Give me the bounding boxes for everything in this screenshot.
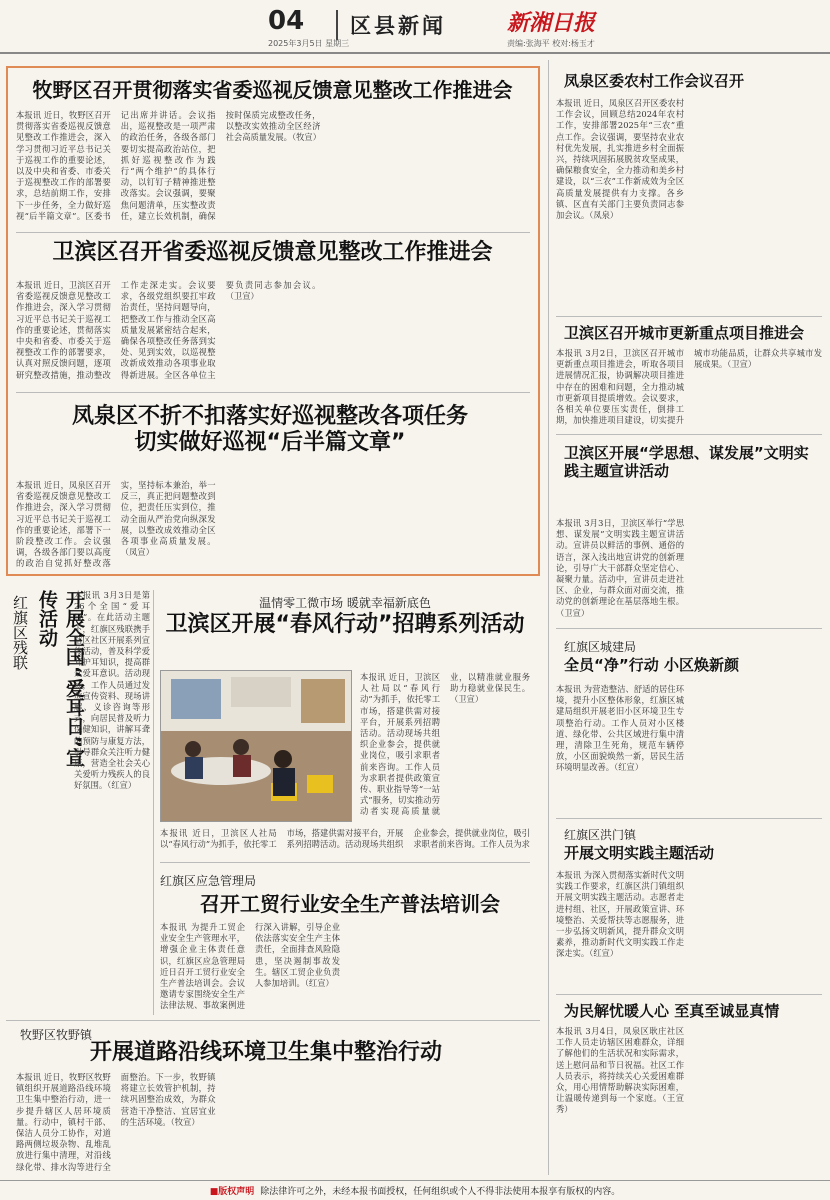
article-b2-body: 本报讯 3月2日，卫滨区召开城市更新重点项目推进会，听取各项目进展情况汇报，协调解决项目推进中存在的困难和问题，全力推动城市更新项目提质增效。会议要求，各相关单位要压实责任，倒排工期，加快推进项目建设，切实提升城市功能品质，让群众共享城市发展成果。（卫宣）: [556, 348, 822, 426]
article-b5-headline: 开展文明实践主题活动: [564, 844, 715, 862]
newspaper-logo: 新湘日报: [507, 10, 596, 36]
article-3-body: 本报讯 近日，凤泉区召开省委巡视反馈意见整改工作推进会，深入学习贯彻习近平总书记关于巡视工作的重要论述，部署下一阶段整改工作。会议强调，各级各部门要以高度的政治自觉抓好整改落实，坚持标本兼治，举一反三，真正把问题整改到位，把责任压实到位，推动全面从严治党向纵深发展，以整改成效推动全区各项事业高质量发展。（凤宣）: [16, 480, 216, 569]
article-b6-headline: 为民解忧暖人心 至真至诚显真情: [564, 1002, 780, 1020]
divider: [153, 590, 154, 1015]
footer-text: 除法律许可之外，未经本报书面授权，任何组织或个人不得非法使用本报享有版权的内容。: [260, 1187, 621, 1197]
divider: [556, 434, 822, 435]
article-v1-headline: 开展全国“爱耳日”宣传活动: [36, 590, 85, 767]
article-4-headline: 卫滨区开展“春风行动”招聘系列活动: [165, 612, 525, 637]
article-b5-kicker: 红旗区洪门镇: [564, 828, 637, 842]
article-b2-headline: 卫滨区召开城市更新重点项目推进会: [564, 324, 805, 342]
article-2-body: 本报讯 近日，卫滨区召开省委巡视反馈意见整改工作推进会，深入学习贯彻习近平总书记关于巡视工作的重要论述，贯彻落实中央和省委、市委关于巡视整改工作的部署要求，认真对照反馈问题，逐项研究整改措施，推动整改工作走深走实。会议要求，各级党组织要扛牢政治责任，坚持问题导向，把整改工作与推动全区高质量发展紧密结合起来，确保各项整改任务落到实处、见到实效，以巡视整改新成效推动各项事业取得新进展。全区各单位主要负责同志参加会议。（卫宣）: [16, 280, 321, 380]
article-b4-kicker: 红旗区城建局: [564, 640, 637, 654]
article-b1-headline: 凤泉区委农村工作会议召开: [564, 72, 745, 90]
section-name: 区县新闻: [350, 14, 446, 38]
article-3-headline: 凤泉区不折不扣落实好巡视整改各项任务 切实做好巡视“后半篇文章”: [71, 404, 468, 456]
recruitment-scene-illustration: [161, 671, 352, 822]
article-6-body: 本报讯 近日，牧野区牧野镇组织开展道路沿线环境卫生集中整治行动，进一步提升辖区人居环境质量。行动中，镇村干部、保洁人员分工协作，对道路两侧垃圾杂物、乱堆乱放进行集中清理，对沿线绿化带、排水沟等进行全面整治。下一步，牧野镇将建立长效管护机制，持续巩固整治成效，为群众营造干净整洁、宜居宜业的生活环境。（牧宣）: [16, 1072, 216, 1172]
footer-label: ■版权声明: [209, 1187, 255, 1197]
issue-date: 2025年3月5日 星期三: [268, 39, 350, 48]
column-divider: [548, 60, 549, 1175]
article-5-body: 本报讯 为提升工贸企业安全生产管理水平，增强企业主体责任意识，红旗区应急管理局近日召开工贸行业安全生产普法培训会。会议邀请专家围绕安全生产法律法规、事故案例进行深入讲解，引导企业依法落实安全生产主体责任，全面排查风险隐患，坚决遏制事故发生。辖区工贸企业负责人参加培训。（红宣）: [160, 922, 340, 1011]
divider: [556, 316, 822, 317]
article-6-kicker: 牧野区牧野镇: [20, 1028, 93, 1042]
divider: [6, 1020, 540, 1021]
article-5-kicker: 红旗区应急管理局: [160, 874, 257, 888]
article-1-body: 本报讯 近日，牧野区召开贯彻落实省委巡视反馈意见整改工作推进会，深入学习贯彻习近平总书记关于巡视工作的重要论述，以及中央和省委、市委关于巡视整改工作的部署要求，总结前期工作，安排下一步任务，全力做好巡视“后半篇文章”。区委书记出席并讲话。会议指出，巡视整改是一项严肃的政治任务，各级各部门要切实提高政治站位，把抓好巡视整改作为践行“两个维护”的具体行动，以钉钉子精神推进整改落实。会议强调，要聚焦问题清单，压实整改责任，建立长效机制，确保按时保质完成整改任务，以整改实效推动全区经济社会高质量发展。（牧宣）: [16, 110, 322, 221]
page-number: 04: [268, 6, 305, 36]
article-b6-body: 本报讯 3月4日，凤泉区耿庄社区工作人员走访辖区困难群众，详细了解他们的生活状况和实际需求，送上慰问品和节日祝福。社区工作人员表示，将持续关心关爱困难群众，用心用情帮助解决实际困难，让温暖传递到每一个家庭。（王宣秀）: [556, 1026, 684, 1115]
editor-credit: 责编:张海平 校对:杨玉才: [507, 39, 595, 48]
article-v1-body: 本报讯 3月3日是第26个全国“爱耳日”。在此活动主题下，红旗区残联携手辖区社区开展系列宣传活动，普及科学爱耳护耳知识，提高群众爱耳意识。活动现场，工作人员通过发放宣传资料、现场讲解、义诊咨询等形式，向居民普及听力保健知识，讲解耳聋的预防与康复方法，引导群众关注听力健康，营造全社会关心关爱听力残疾人的良好氛围。（红宣）: [74, 590, 150, 791]
article-b3-headline: 卫滨区开展“学思想、谋发展”文明实践主题宣讲活动: [564, 444, 809, 480]
article-v1-kicker: 红旗区残联: [11, 595, 29, 670]
article-b3-body: 本报讯 3月3日，卫滨区举行“学思想、谋发展”文明实践主题宣讲活动。宣讲员以鲜活的事例、通俗的语言，深入浅出地宣讲党的创新理论，引导广大干部群众坚定信心、凝聚力量。活动中，宣讲员走进社区、企业，与群众面对面交流，推动党的创新理论在基层落地生根。（卫宣）: [556, 518, 684, 618]
article-6-headline: 开展道路沿线环境卫生集中整治行动: [90, 1040, 443, 1065]
masthead-divider: [336, 10, 338, 40]
article-4-body-bottom: 本报讯 近日，卫滨区人社局以“春风行动”为抓手，依托零工市场，搭建供需对接平台，开展系列招聘活动。活动现场共组织企业参会，提供就业岗位，吸引求职者前来咨询。工作人员为求: [160, 828, 530, 850]
article-b5-body: 本报讯 为深入贯彻落实新时代文明实践工作要求，红旗区洪门镇组织开展文明实践主题活动。志愿者走进村组、社区，开展政策宣讲、环境整治、关爱帮扶等志愿服务，进一步弘扬文明新风，提升群众文明素养，推动新时代文明实践工作走深走实。（红宣）: [556, 870, 684, 959]
article-1-headline: 牧野区召开贯彻落实省委巡视反馈意见整改工作推进会: [32, 78, 513, 102]
divider: [556, 818, 822, 819]
article-b4-body: 本报讯 为营造整洁、舒适的居住环境，提升小区整体形象，红旗区城建局组织开展老旧小区环境卫生专项整治行动。工作人员对小区楼道、绿化带、公共区域进行集中清理，清除卫生死角，规范车辆停放，小区面貌焕然一新，居民生活环境明显改善。（红宣）: [556, 684, 684, 773]
article-b4-headline: 全员“净”行动 小区焕新颜: [564, 656, 739, 674]
article-b1-body: 本报讯 近日，凤泉区召开区委农村工作会议，回顾总结2024年农村工作，安排部署2025年“三农”重点工作。会议强调，要坚持农业农村优先发展，扎实推进乡村全面振兴，持续巩固拓展脱贫攻坚成果，确保粮食安全，全力推动和美乡村建设，以“三农”工作新成效为全区高质量发展提供有力支撑。各乡镇、区直有关部门主要负责同志参加会议。（凤泉）: [556, 98, 684, 221]
divider: [160, 862, 530, 863]
divider: [16, 232, 530, 233]
masthead-rule: [0, 52, 830, 54]
divider: [556, 628, 822, 629]
divider: [16, 392, 530, 393]
article-2-headline: 卫滨区召开省委巡视反馈意见整改工作推进会: [52, 240, 493, 265]
article-4-body-right: 本报讯 近日，卫滨区人社局以“春风行动”为抓手，依托零工市场，搭建供需对接平台，开展系列招聘活动。活动现场共组织企业参会，提供就业岗位，吸引求职者前来咨询。工作人员为求职者提供政策宣传、职业指导等“一站式”服务，切实推动劳动者实现高质量就业，以精准就业服务助力稳就业保民生。（卫宣）: [360, 672, 530, 817]
recruitment-photo: [160, 670, 352, 822]
article-4-kicker: 温情零工微市场 暖就幸福新底色: [259, 596, 431, 610]
article-5-headline: 召开工贸行业安全生产普法培训会: [200, 892, 500, 916]
copyright-footer: [0, 1180, 830, 1200]
divider: [556, 994, 822, 995]
